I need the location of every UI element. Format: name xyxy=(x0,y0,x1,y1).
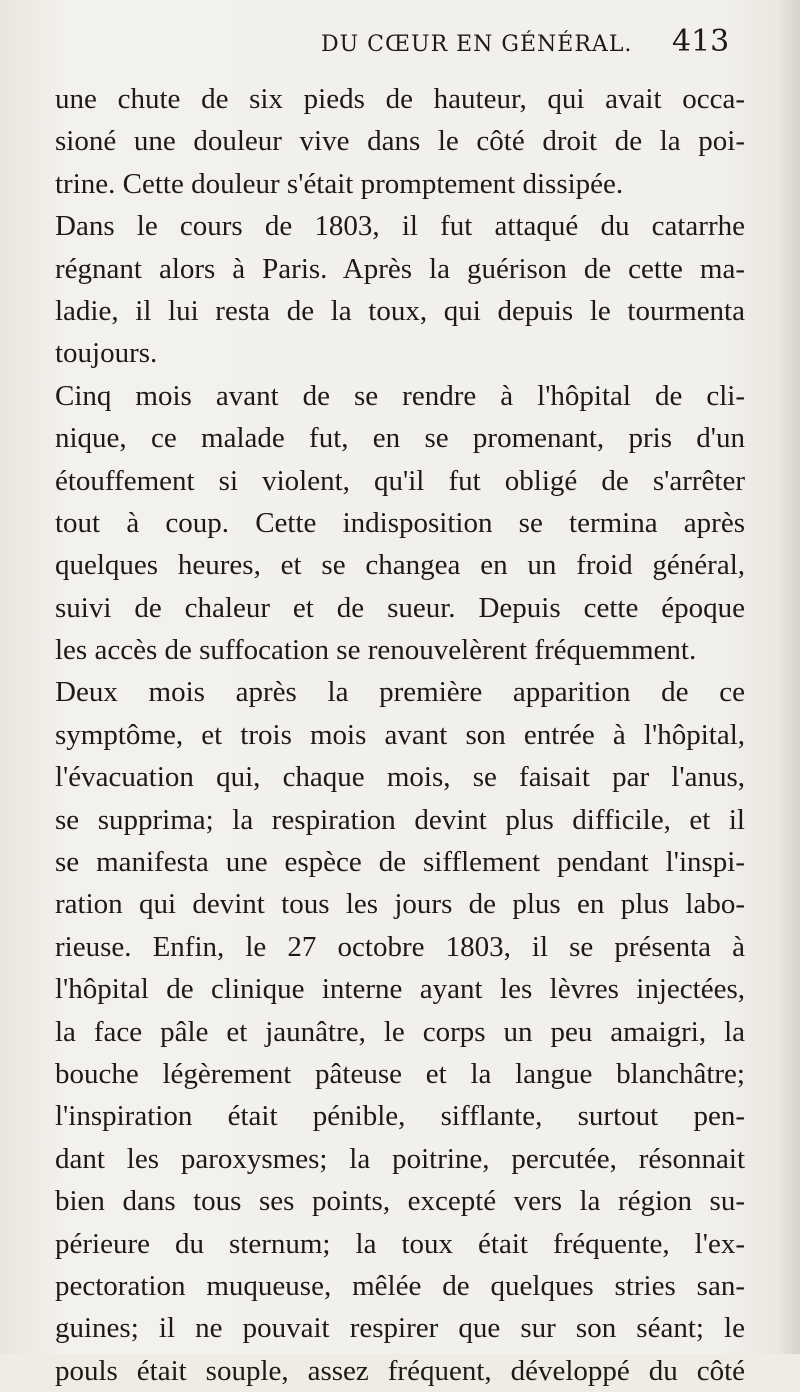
text-line: l'évacuation qui, chaque mois, se faisait par l'anus, xyxy=(55,761,745,794)
text-line: se manifesta une espèce de sifflement pendant l'inspi- xyxy=(55,846,745,879)
text-line: l'inspiration était pénible, sifflante, surtout pen- xyxy=(55,1100,745,1133)
text-line: guines; il ne pouvait respirer que sur son séant; le xyxy=(55,1312,745,1345)
text-line: trine. Cette douleur s'était promptement dissipée. xyxy=(55,167,624,200)
text-line: rieuse. Enfin, le 27 octobre 1803, il se présenta à xyxy=(55,930,745,963)
text-line: nique, ce malade fut, en se promenant, pris d'un xyxy=(55,422,745,455)
page-number: 413 xyxy=(672,24,730,59)
text-line: une chute de six pieds de hauteur, qui avait occa- xyxy=(55,83,745,115)
text-line: dant les paroxysmes; la poitrine, percutée, résonnait xyxy=(55,1142,745,1175)
text-line: Deux mois après la première apparition de ce xyxy=(55,676,745,709)
body-text xyxy=(55,78,745,1392)
text-line: se supprima; la respiration devint plus difficile, et il xyxy=(55,803,745,836)
text-line: tout à coup. Cette indisposition se termina après xyxy=(55,506,745,539)
text-line: étouffement si violent, qu'il fut obligé de s'arrêter xyxy=(55,464,745,497)
page-edge-shadow xyxy=(778,0,800,1354)
text-line: toujours. xyxy=(55,337,158,370)
text-line: l'hôpital de clinique interne ayant les lèvres injectées, xyxy=(55,973,745,1006)
text-line: pouls était souple, assez fréquent, développé du côté xyxy=(55,1354,745,1387)
text-line: symptôme, et trois mois avant son entrée à l'hôpital, xyxy=(55,718,745,751)
text-line: les accès de suffocation se renouvelèrent fréquemment. xyxy=(55,634,697,667)
text-line: périeure du sternum; la toux était fréquente, l'ex- xyxy=(55,1227,745,1260)
text-line: Cinq mois avant de se rendre à l'hôpital de cli- xyxy=(55,379,745,412)
text-line: régnant alors à Paris. Après la guérison de cette ma- xyxy=(55,252,745,285)
page-header xyxy=(0,20,800,80)
text-line: ration qui devint tous les jours de plus en plus labo- xyxy=(55,888,745,921)
text-line: ladie, il lui resta de la toux, qui depuis le tourmenta xyxy=(55,294,745,327)
text-line: sioné une douleur vive dans le côté droit de la poi- xyxy=(55,125,745,158)
text-line: quelques heures, et se changea en un froid général, xyxy=(55,549,745,582)
text-line: pectoration muqueuse, mêlée de quelques stries san- xyxy=(55,1269,745,1302)
text-line: bouche légèrement pâteuse et la langue blanchâtre; xyxy=(55,1057,745,1090)
text-line: bien dans tous ses points, excepté vers la région su- xyxy=(55,1185,745,1218)
text-line: suivi de chaleur et de sueur. Depuis cette époque xyxy=(55,591,745,624)
running-head: DU CŒUR EN GÉNÉRAL. xyxy=(321,32,633,57)
text-line: Dans le cours de 1803, il fut attaqué du catarrhe xyxy=(55,210,745,243)
text-line: la face pâle et jaunâtre, le corps un peu amaigri, la xyxy=(55,1015,745,1048)
